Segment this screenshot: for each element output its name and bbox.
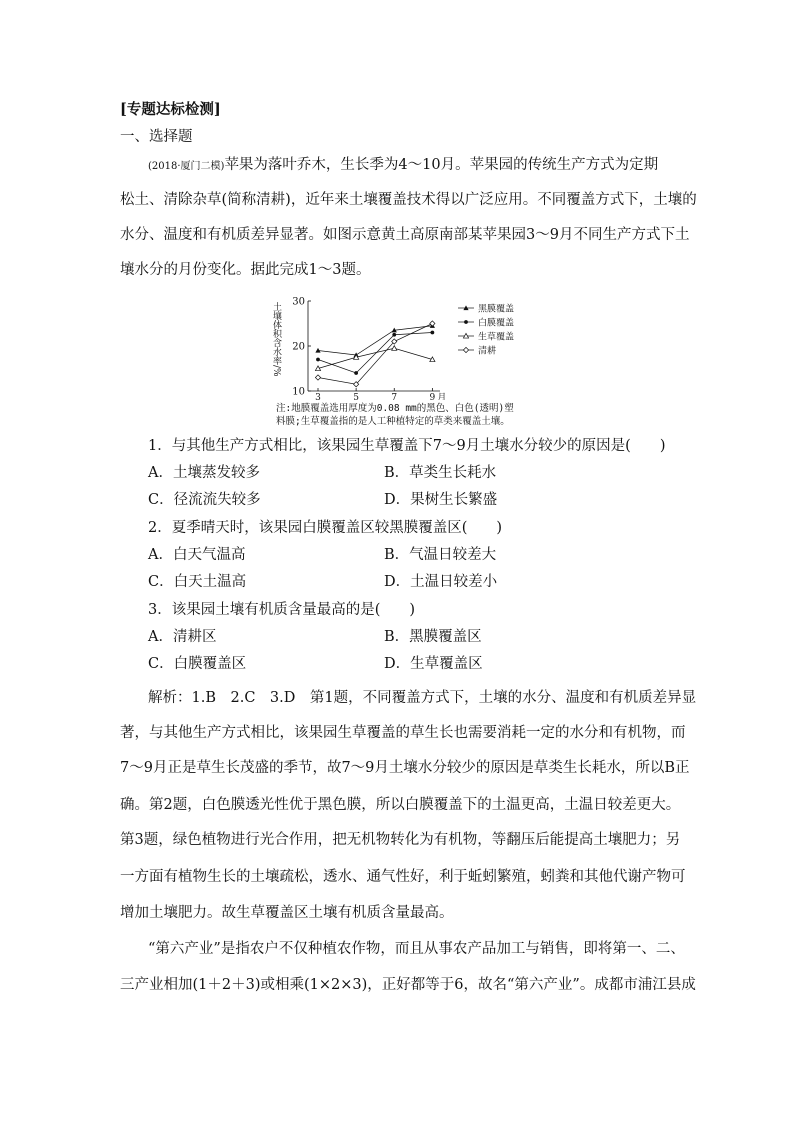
passage-line: “第六产业”是指农户不仅种植农作物，而且从事农产品加工与销售，即将第一、二、 [148, 941, 685, 957]
series-0 [315, 323, 435, 357]
option-d: D．生草覆盖区 [384, 656, 483, 672]
y-tick-label: 10 [292, 386, 305, 398]
option-d: D．果树生长繁盛 [384, 492, 498, 508]
marker-triangle-open [392, 346, 397, 351]
marker-diamond-open [430, 321, 435, 326]
chart-note-line: 料膜;生草覆盖指的是人工种植特定的草类来覆盖土壤。 [276, 416, 510, 427]
analysis-line: 著，与其他生产方式相比，该果园生草覆盖的草生长也需要消耗一定的水分和有机物，而 [120, 725, 686, 741]
intro-line: 松土、清除杂草(简称清耕)，近年来土壤覆盖技术得以广泛应用。不同覆盖方式下，土壤的 [120, 192, 697, 208]
marker-diamond-open [315, 375, 320, 380]
y-axis-label: 土壤体积含水率/% [271, 302, 281, 377]
part-title: 一、选择题 [120, 129, 193, 145]
series-line [318, 326, 432, 355]
legend-label: 清耕 [478, 346, 497, 357]
question-stem: 2．夏季晴天时，该果园白膜覆盖区较黑膜覆盖区( ) [148, 520, 503, 536]
question-stem: 1．与其他生产方式相比，该果园生草覆盖下7～9月土壤水分较少的原因是( ) [148, 438, 666, 454]
marker-triangle-filled [315, 348, 320, 353]
intro-line: 壤水分的月份变化。据此完成1～3题。 [120, 262, 371, 278]
option-a: A．清耕区 [148, 629, 217, 645]
analysis-line: 一方面有植物生长的土壤疏松，透水、通气性好，利于蚯蚓繁殖，蚓粪和其他代谢产物可 [120, 869, 686, 885]
option-b: B．气温日较差大 [384, 547, 497, 563]
marker-diamond-open [463, 347, 468, 352]
analysis-line: 7～9月正是草生长茂盛的季节，故7～9月土壤水分较少的原因是草类生长耗水，所以B正 [120, 760, 690, 776]
chart-note-line: 注:地膜覆盖选用厚度为0.08 mm的黑色、白色(透明)塑 [276, 403, 514, 414]
x-axis-label: 月 [437, 393, 447, 400]
option-c: C．白天土温高 [148, 574, 247, 590]
analysis-line: 增加土壤肥力。故生草覆盖区土壤有机质含量最高。 [120, 905, 454, 921]
marker-circle-filled [392, 333, 396, 337]
intro-source: (2018·厦门二模) [148, 161, 225, 172]
soil-moisture-chart [268, 296, 528, 400]
analysis-line: 第3题，绿色植物进行光合作用，把无机物转化为有机物，等翻压后能提高土壤肥力；另 [120, 832, 681, 848]
marker-circle-filled [464, 320, 468, 324]
question-stem: 3．该果园土壤有机质含量最高的是( ) [148, 602, 416, 618]
chart-legend [458, 303, 514, 357]
option-b: B．黑膜覆盖区 [384, 629, 482, 645]
section-title: [专题达标检测] [120, 101, 221, 118]
option-d: D．土温日较差小 [384, 574, 498, 590]
x-tick-label: 5 [353, 393, 359, 400]
analysis-line: 解析：1.B 2.C 3.D 第1题，不同覆盖方式下，土壤的水分、温度和有机质差异显 [148, 690, 697, 706]
analysis-line: 确。第2题，白色膜透光性优于黑色膜，所以白膜覆盖下的土温更高，土温日较差更大。 [120, 797, 681, 813]
intro-line: 水分、温度和有机质差异显著。如图示意黄土高原南部某苹果园3～9月不同生产方式下土 [120, 227, 690, 243]
option-b: B．草类生长耗水 [384, 465, 497, 481]
series-2 [315, 346, 435, 371]
x-tick-label: 7 [391, 393, 398, 400]
intro-line: 苹果为落叶乔木，生长季为4～10月。苹果园的传统生产方式为定期 [224, 157, 659, 173]
option-a: A．土壤蒸发较多 [148, 465, 260, 481]
x-tick-label: 9 [429, 393, 436, 400]
option-c: C．径流流失较多 [148, 492, 261, 508]
passage-line: 三产业相加(1＋2＋3)或相乘(1×2×3)，正好都等于6，故名“第六产业”。成都市浦江县成 [120, 977, 696, 993]
legend-label: 白膜覆盖 [478, 318, 515, 329]
legend-label: 黑膜覆盖 [478, 304, 515, 315]
marker-circle-filled [354, 371, 358, 375]
option-c: C．白膜覆盖区 [148, 656, 247, 672]
option-a: A．白天气温高 [148, 547, 246, 563]
marker-circle-filled [316, 358, 320, 362]
y-tick-label: 30 [292, 296, 305, 308]
chart-series [315, 321, 435, 387]
legend-label: 生草覆盖 [478, 332, 515, 343]
marker-circle-filled [430, 331, 434, 335]
x-tick-label: 3 [315, 393, 321, 400]
y-tick-label: 20 [292, 341, 305, 353]
